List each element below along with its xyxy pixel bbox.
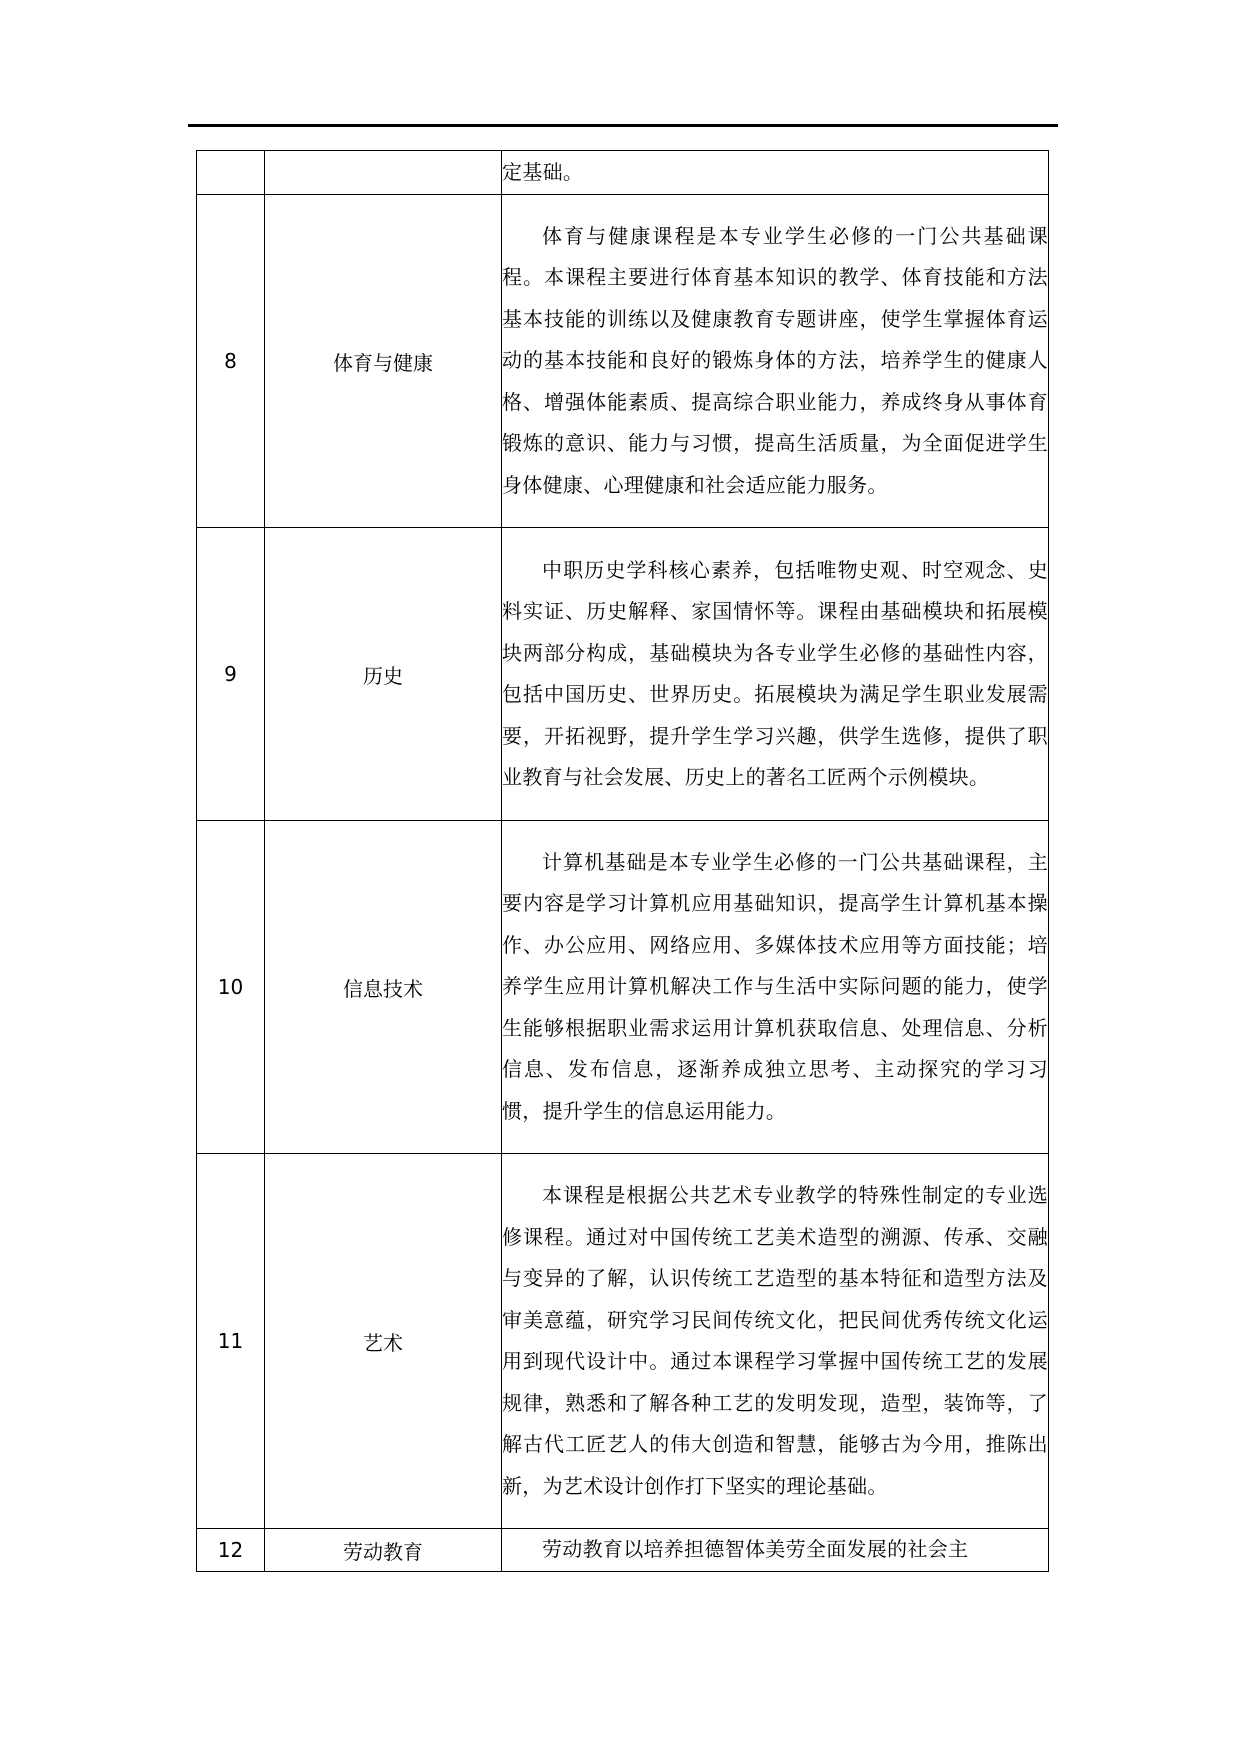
- description-text: 中职历史学科核心素养，包括唯物史观、时空观念、史料实证、历史解释、家国情怀等。课程由基础模块和拓展模块两部分构成，基础模块为各专业学生必修的基础性内容，包括中国历史、世界历史。拓展模块为满足学生职业发展需要，开拓视野，提升学生学习兴趣，供学生选修，提供了职业教育与社会发展、历史上的著名工匠两个示例模块。: [502, 557, 1048, 789]
- row-number: 8: [197, 195, 265, 528]
- header-rule: [188, 124, 1058, 127]
- course-description: [502, 528, 1049, 821]
- table-row: [197, 528, 1049, 821]
- description-text: 体育与健康课程是本专业学生必修的一门公共基础课程。本课程主要进行体育基本知识的教学、体育技能和方法基本技能的训练以及健康教育专题讲座，使学生掌握体育运动的基本技能和良好的锻炼身体的方法，培养学生的健康人格、增强体能素质、提高综合职业能力，养成终身从事体育锻炼的意识、能力与习惯，提高生活质量，为全面促进学生身体健康、心理健康和社会适应能力服务。: [502, 223, 1048, 497]
- table-row: [197, 151, 1049, 195]
- course-description: [502, 1154, 1049, 1529]
- row-number: 10: [197, 821, 265, 1154]
- description-text: 本课程是根据公共艺术专业教学的特殊性制定的专业选修课程。通过对中国传统工艺美术造型的溯源、传承、交融与变异的了解，认识传统工艺造型的基本特征和造型方法及审美意蕴，研究学习民间传统文化，把民间优秀传统文化运用到现代设计中。通过本课程学习掌握中国传统工艺的发展规律，熟悉和了解各种工艺的发明发现，造型，装饰等，了解古代工匠艺人的伟大创造和智慧，能够古为今用，推陈出新，为艺术设计创作打下坚实的理论基础。: [502, 1183, 1048, 1498]
- table-row: [197, 195, 1049, 528]
- course-name: 艺术: [265, 1154, 502, 1529]
- course-name: 信息技术: [265, 821, 502, 1154]
- description-text: 定基础。: [502, 159, 584, 184]
- course-table: [196, 150, 1049, 1572]
- table-row: [197, 1154, 1049, 1529]
- course-description: [502, 195, 1049, 528]
- description-text: 计算机基础是本专业学生必修的一门公共基础课程，主要内容是学习计算机应用基础知识，提高学生计算机基本操作、办公应用、网络应用、多媒体技术应用等方面技能；培养学生应用计算机解决工作与生活中实际问题的能力，使学生能够根据职业需求运用计算机获取信息、处理信息、分析信息、发布信息，逐渐养成独立思考、主动探究的学习习惯，提升学生的信息运用能力。: [502, 849, 1048, 1123]
- course-name: 历史: [265, 528, 502, 821]
- description-text: 劳动教育以培养担德智体美劳全面发展的社会主: [542, 1537, 969, 1562]
- row-number: 11: [197, 1154, 265, 1529]
- course-description: [502, 1529, 1049, 1572]
- course-name: [265, 151, 502, 195]
- course-name: 劳动教育: [265, 1529, 502, 1572]
- course-name: 体育与健康: [265, 195, 502, 528]
- table-row: [197, 1529, 1049, 1572]
- course-description: [502, 821, 1049, 1154]
- table-row: [197, 821, 1049, 1154]
- row-number: 12: [197, 1529, 265, 1572]
- course-description: [502, 151, 1049, 195]
- row-number: 9: [197, 528, 265, 821]
- row-number: [197, 151, 265, 195]
